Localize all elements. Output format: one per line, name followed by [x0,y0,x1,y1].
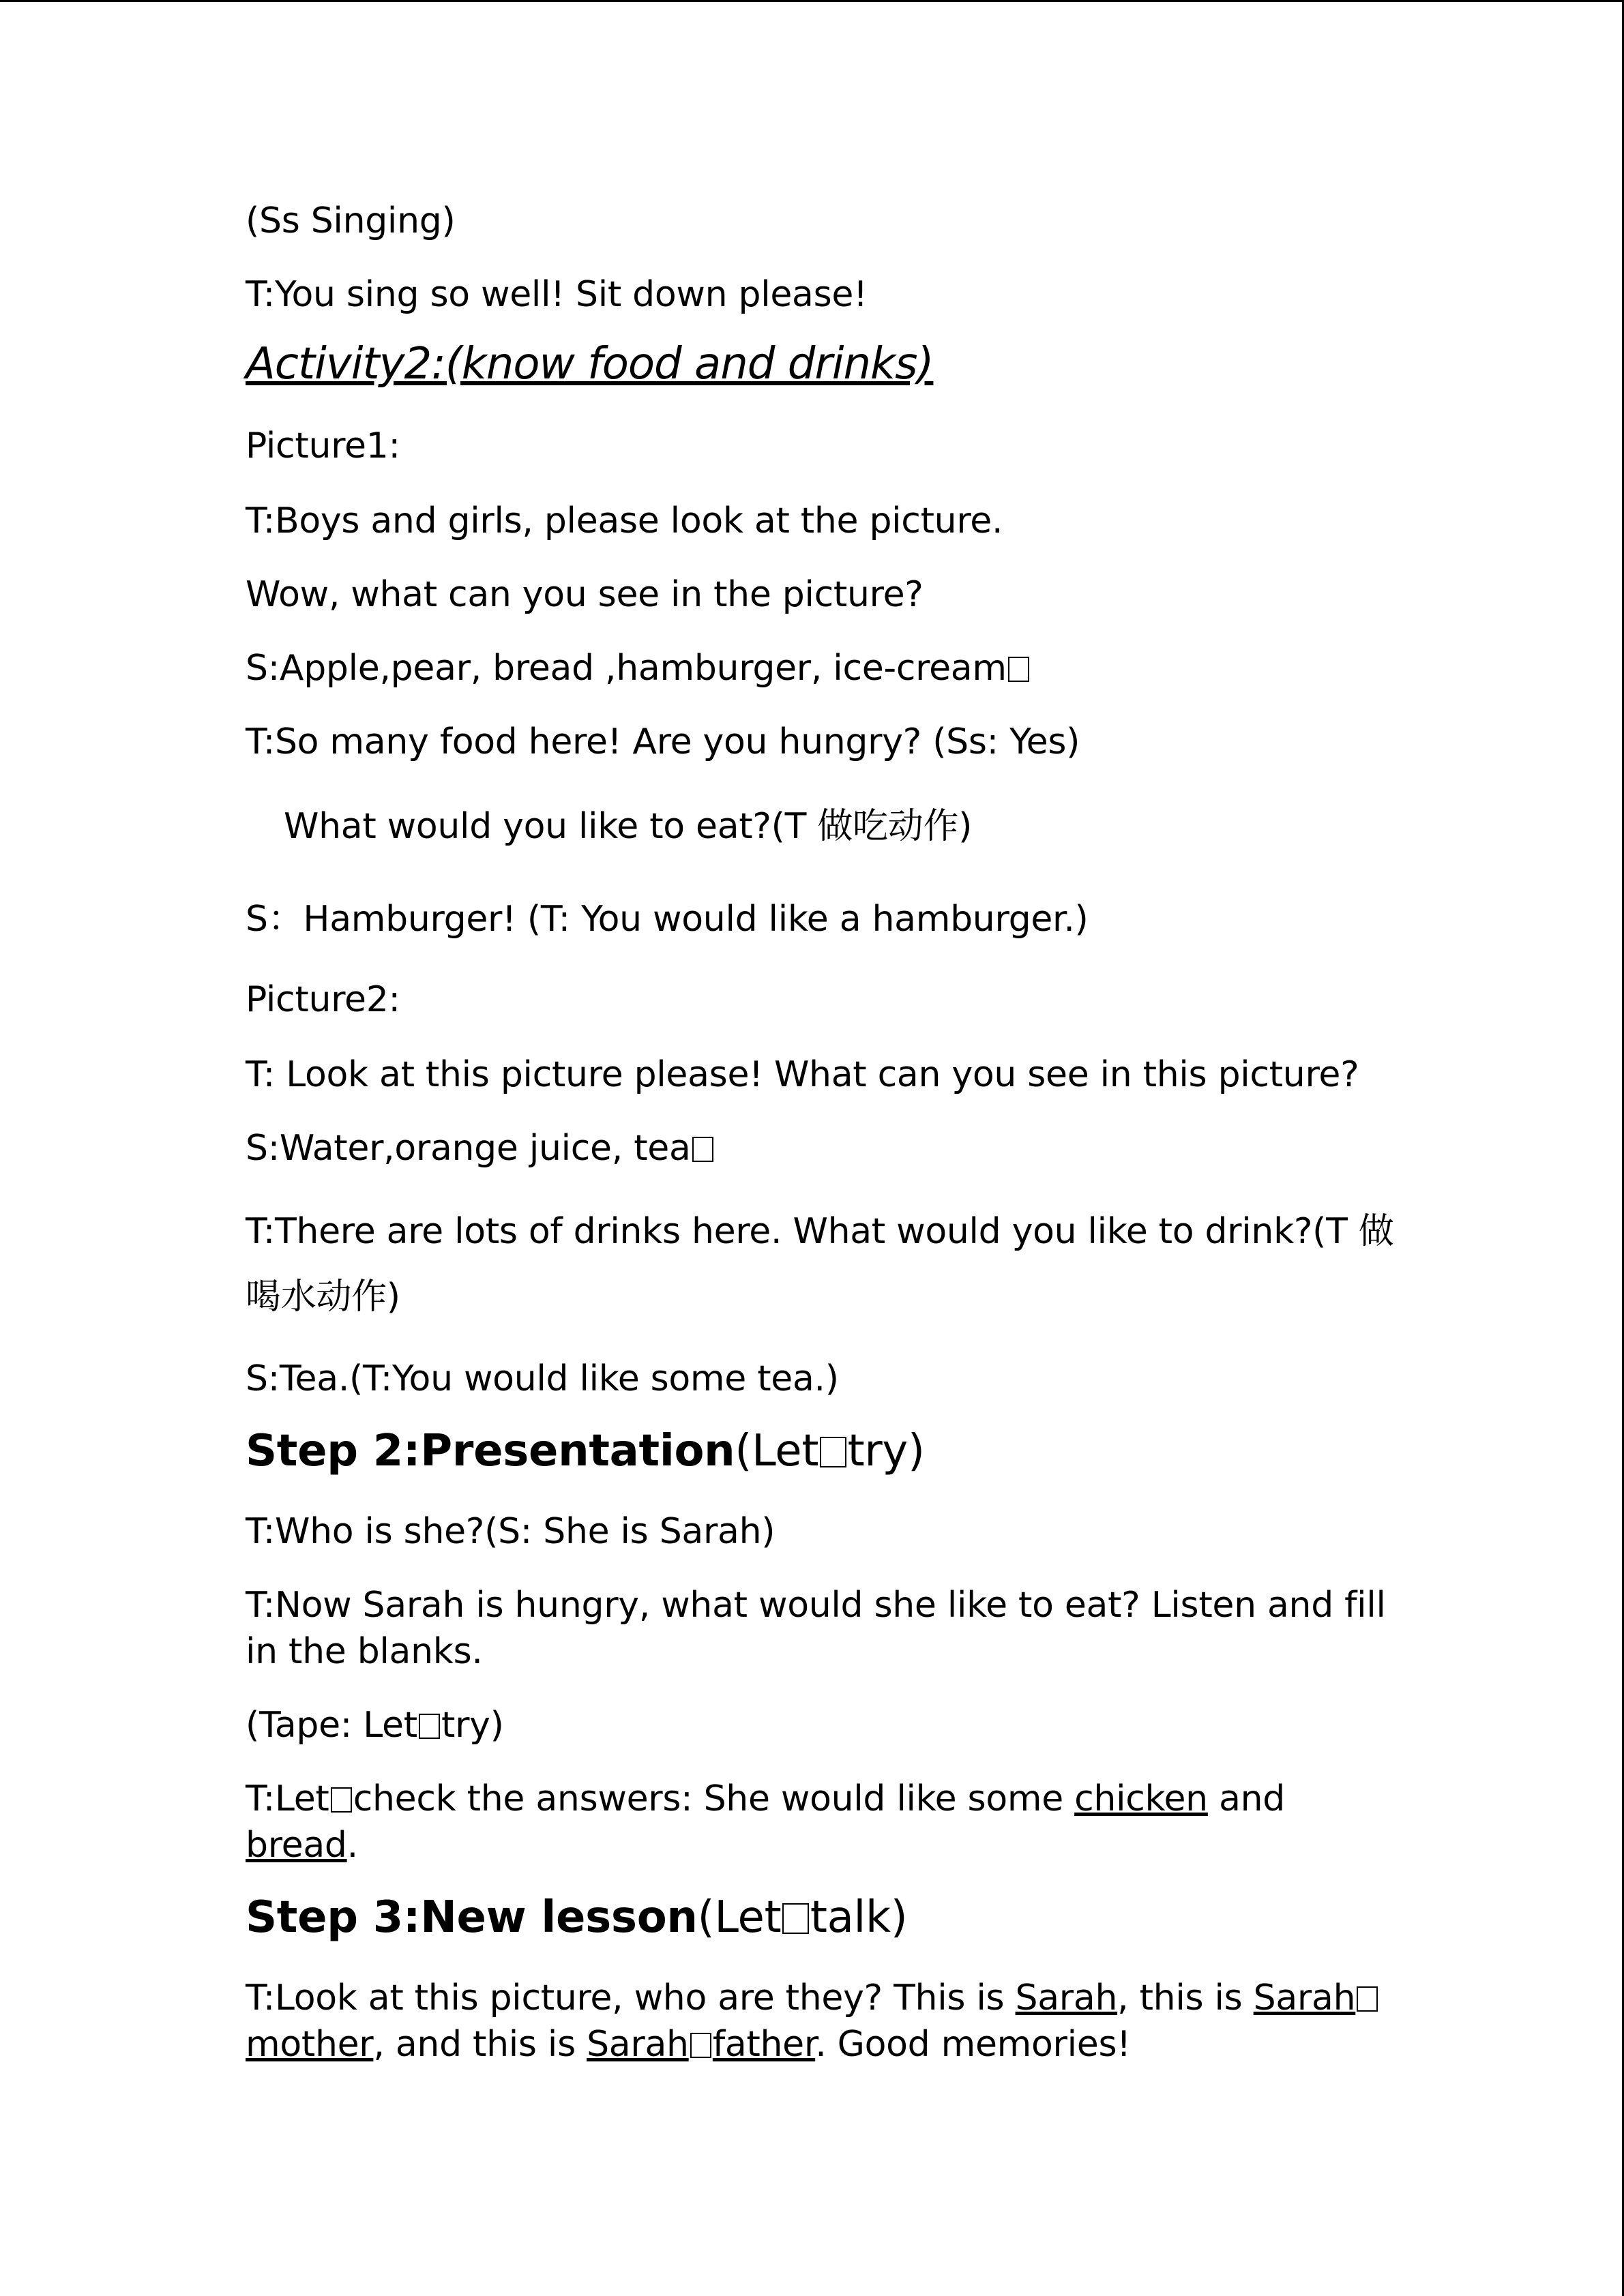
line-check-b: check the answers: She would like some [353,1778,1075,1819]
step2-title: Step 2:Presentation [246,1426,735,1476]
page-top-border [0,0,1624,2]
line-who-a: T:Look at this picture, who are they? This is [246,1978,1016,2018]
word-father: father [712,2024,816,2065]
line-look-this-picture: T: Look at this picture please! What can you see in this picture? [246,1054,1359,1095]
line-bread-period: . [346,1825,358,1866]
line-bread [246,1822,358,1868]
line-lots-of-drinks: T:There are lots of drinks here. What would you like to drink?(T 做 [246,1211,1394,1252]
line-who-f: , and this is [373,2024,587,2065]
step3-sub-b: talk) [810,1892,908,1943]
missing-glyph-box [820,1437,846,1467]
step3-heading [246,1894,907,1941]
line-drink-action: 喝水动作) [246,1277,400,1317]
line-sit-down: T:You sing so well! Sit down please! [246,274,868,315]
picture1-label: Picture1: [246,426,400,466]
line-what-eat: What would you like to eat?(T 做吃动作) [284,806,973,847]
sarah-father [587,2024,815,2065]
step2-heading [246,1428,925,1474]
line-ss-singing: (Ss Singing) [246,200,456,241]
answer-bread: bread [246,1825,347,1866]
missing-glyph-box [782,1903,808,1934]
line-tape-b: try) [441,1705,504,1746]
line-apple-pear [246,645,1031,691]
missing-glyph-box [690,2033,711,2057]
word-mother: mother [246,2024,374,2065]
line-water-juice [246,1125,715,1172]
line-look-picture: T:Boys and girls, please look at the picture. [246,501,1003,541]
answer-chicken: chicken [1074,1778,1208,1819]
step2-sub-b: try) [847,1426,925,1476]
missing-glyph-box [692,1137,713,1161]
name-sarah-2-text: Sarah [1253,1978,1356,2018]
line-tape [246,1702,504,1748]
line-apple-pear-text: S:Apple,pear, bread ,hamburger, ice-cream [246,648,1007,689]
step2-sub-a: (Let [735,1426,819,1476]
activity2-heading: Activity2:(know food and drinks) [246,339,934,389]
line-water-juice-text: S:Water,orange juice, tea [246,1128,691,1169]
line-sarah-hungry: T:Now Sarah is hungry, what would she like to eat? Listen and fill [246,1585,1386,1626]
picture2-label: Picture2: [246,979,400,1020]
line-fill-blanks: in the blanks. [246,1631,483,1672]
line-check-d: and [1207,1778,1286,1819]
line-who-is-she: T:Who is she?(S: She is Sarah) [246,1511,776,1552]
name-sarah-2 [1254,1978,1380,2018]
missing-glyph-box [1008,657,1029,681]
line-who-i: . Good memories! [815,2024,1131,2065]
line-so-many-food: T:So many food here! Are you hungry? (Ss: Yes) [246,721,1080,762]
name-sarah-1: Sarah [1015,1978,1118,2018]
line-check-answers [246,1776,1285,1822]
missing-glyph-box [331,1787,352,1812]
step3-title: Step 3:New lesson [246,1892,698,1943]
line-check-a: T:Let [246,1778,329,1819]
missing-glyph-box [419,1714,440,1738]
missing-glyph-box [1357,1986,1378,2011]
line-tape-a: (Tape: Let [246,1705,417,1746]
name-sarah-3: Sarah [587,2024,689,2065]
line-who-c: , this is [1117,1978,1254,2018]
line-who-are-they [246,1975,1379,2021]
line-mother-father [246,2021,1131,2068]
line-hamburger: S：Hamburger! (T: You would like a hamburger.) [246,899,1089,940]
line-tea: S:Tea.(T:You would like some tea.) [246,1358,839,1399]
step3-sub-a: (Let [697,1892,782,1943]
line-what-can-see: Wow, what can you see in the picture? [246,574,924,615]
